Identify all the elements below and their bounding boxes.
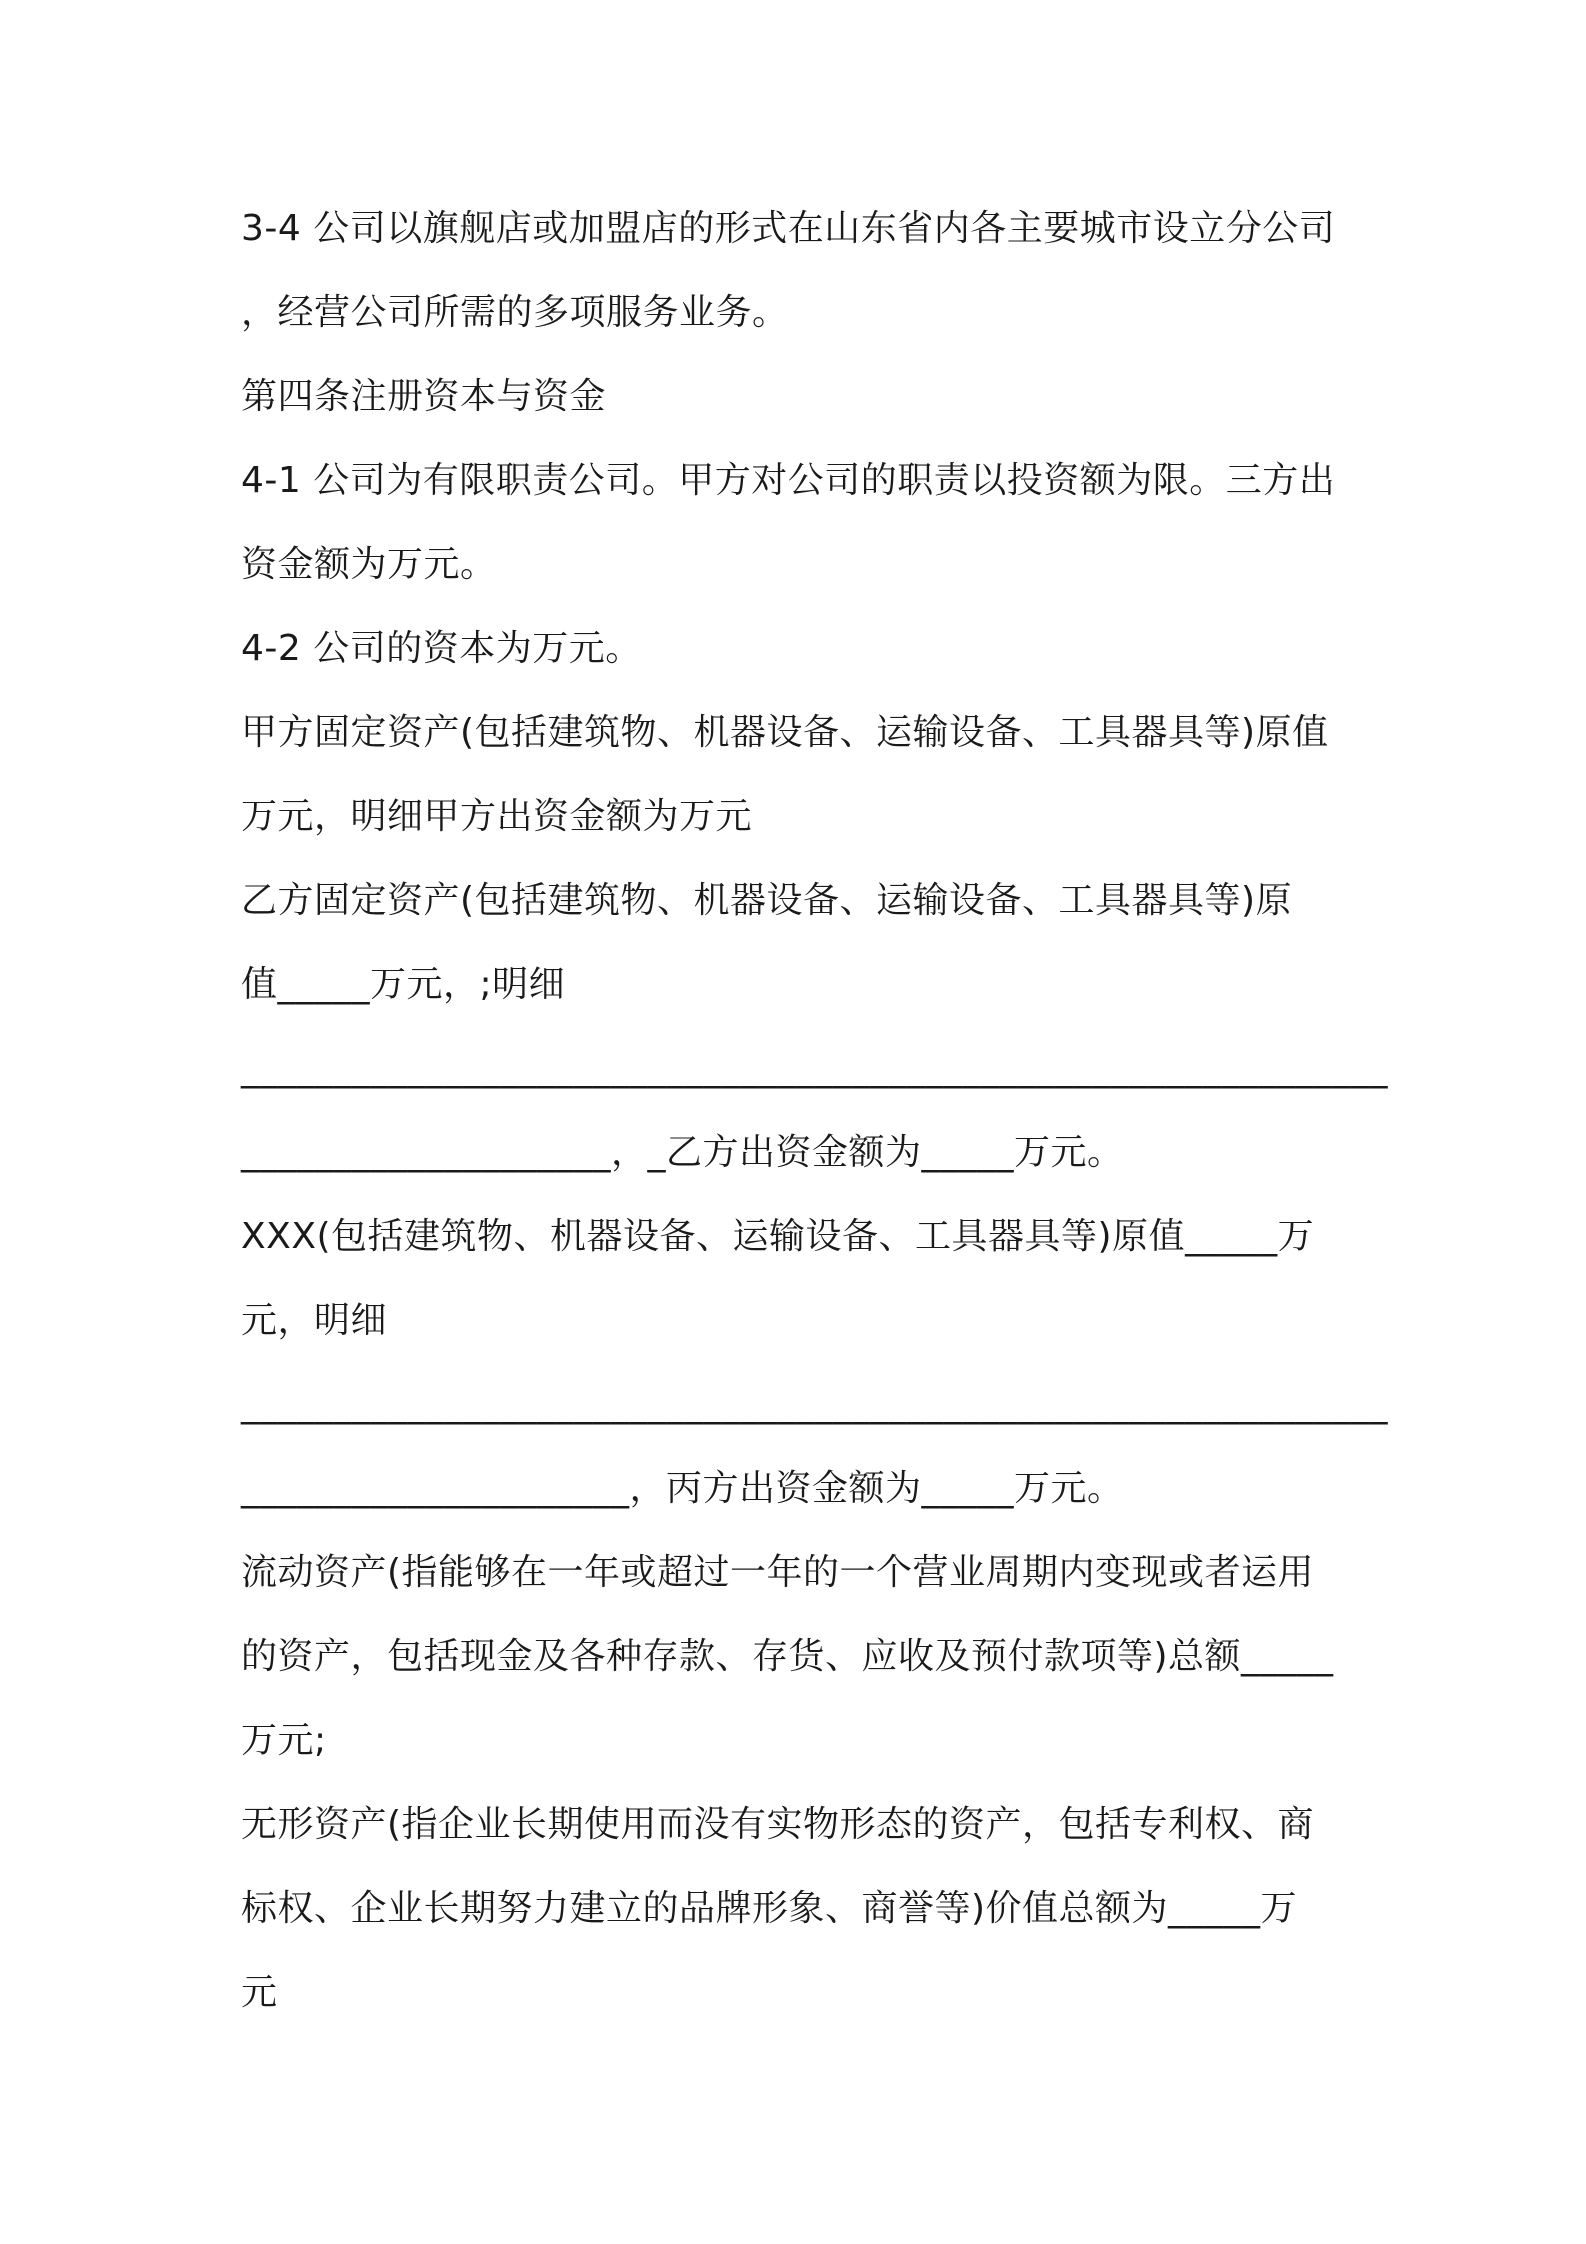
blank-fill-line: ______________________________________________________________ <box>241 1048 1388 1089</box>
text-line: 4-1 公司为有限职责公司。甲方对公司的职责以投资额为限。三方出 <box>241 460 1336 501</box>
section-heading: 第四条注册资本与资金 <box>241 376 607 417</box>
text-line: 甲方固定资产(包括建筑物、机器设备、运输设备、工具器具等)原值 <box>241 712 1329 753</box>
text-line: 万元，明细甲方出资金额为万元 <box>241 796 753 837</box>
text-line: XXX(包括建筑物、机器设备、运输设备、工具器具等)原值_____万 <box>241 1216 1315 1257</box>
text-line: 资金额为万元。 <box>241 544 497 585</box>
text-line: 乙方固定资产(包括建筑物、机器设备、运输设备、工具器具等)原 <box>241 880 1293 921</box>
text-line: ，经营公司所需的多项服务业务。 <box>241 292 789 333</box>
text-line: 万元; <box>241 1720 327 1761</box>
text-line: 4-2 公司的资本为万元。 <box>241 628 642 669</box>
text-line: 元，明细 <box>241 1300 388 1341</box>
text-line: ____________________，_乙方出资金额为_____万元。 <box>241 1132 1124 1173</box>
text-line: 无形资产(指企业长期使用而没有实物形态的资产，包括专利权、商 <box>241 1804 1315 1845</box>
text-line: 3-4 公司以旗舰店或加盟店的形式在山东省内各主要城市设立分公司 <box>241 208 1336 249</box>
text-line: 值_____万元，;明细 <box>241 964 566 1005</box>
blank-fill-line: ______________________________________________________________ <box>241 1384 1388 1425</box>
text-line: 流动资产(指能够在一年或超过一年的一个营业周期内变现或者运用 <box>241 1552 1315 1593</box>
text-line: 标权、企业长期努力建立的品牌形象、商誉等)价值总额为_____万 <box>241 1888 1298 1929</box>
text-line: _____________________，丙方出资金额为_____万元。 <box>241 1468 1124 1509</box>
text-line: 元 <box>241 1972 278 2013</box>
text-line: 的资产，包括现金及各种存款、存货、应收及预付款项等)总额_____ <box>241 1636 1334 1677</box>
